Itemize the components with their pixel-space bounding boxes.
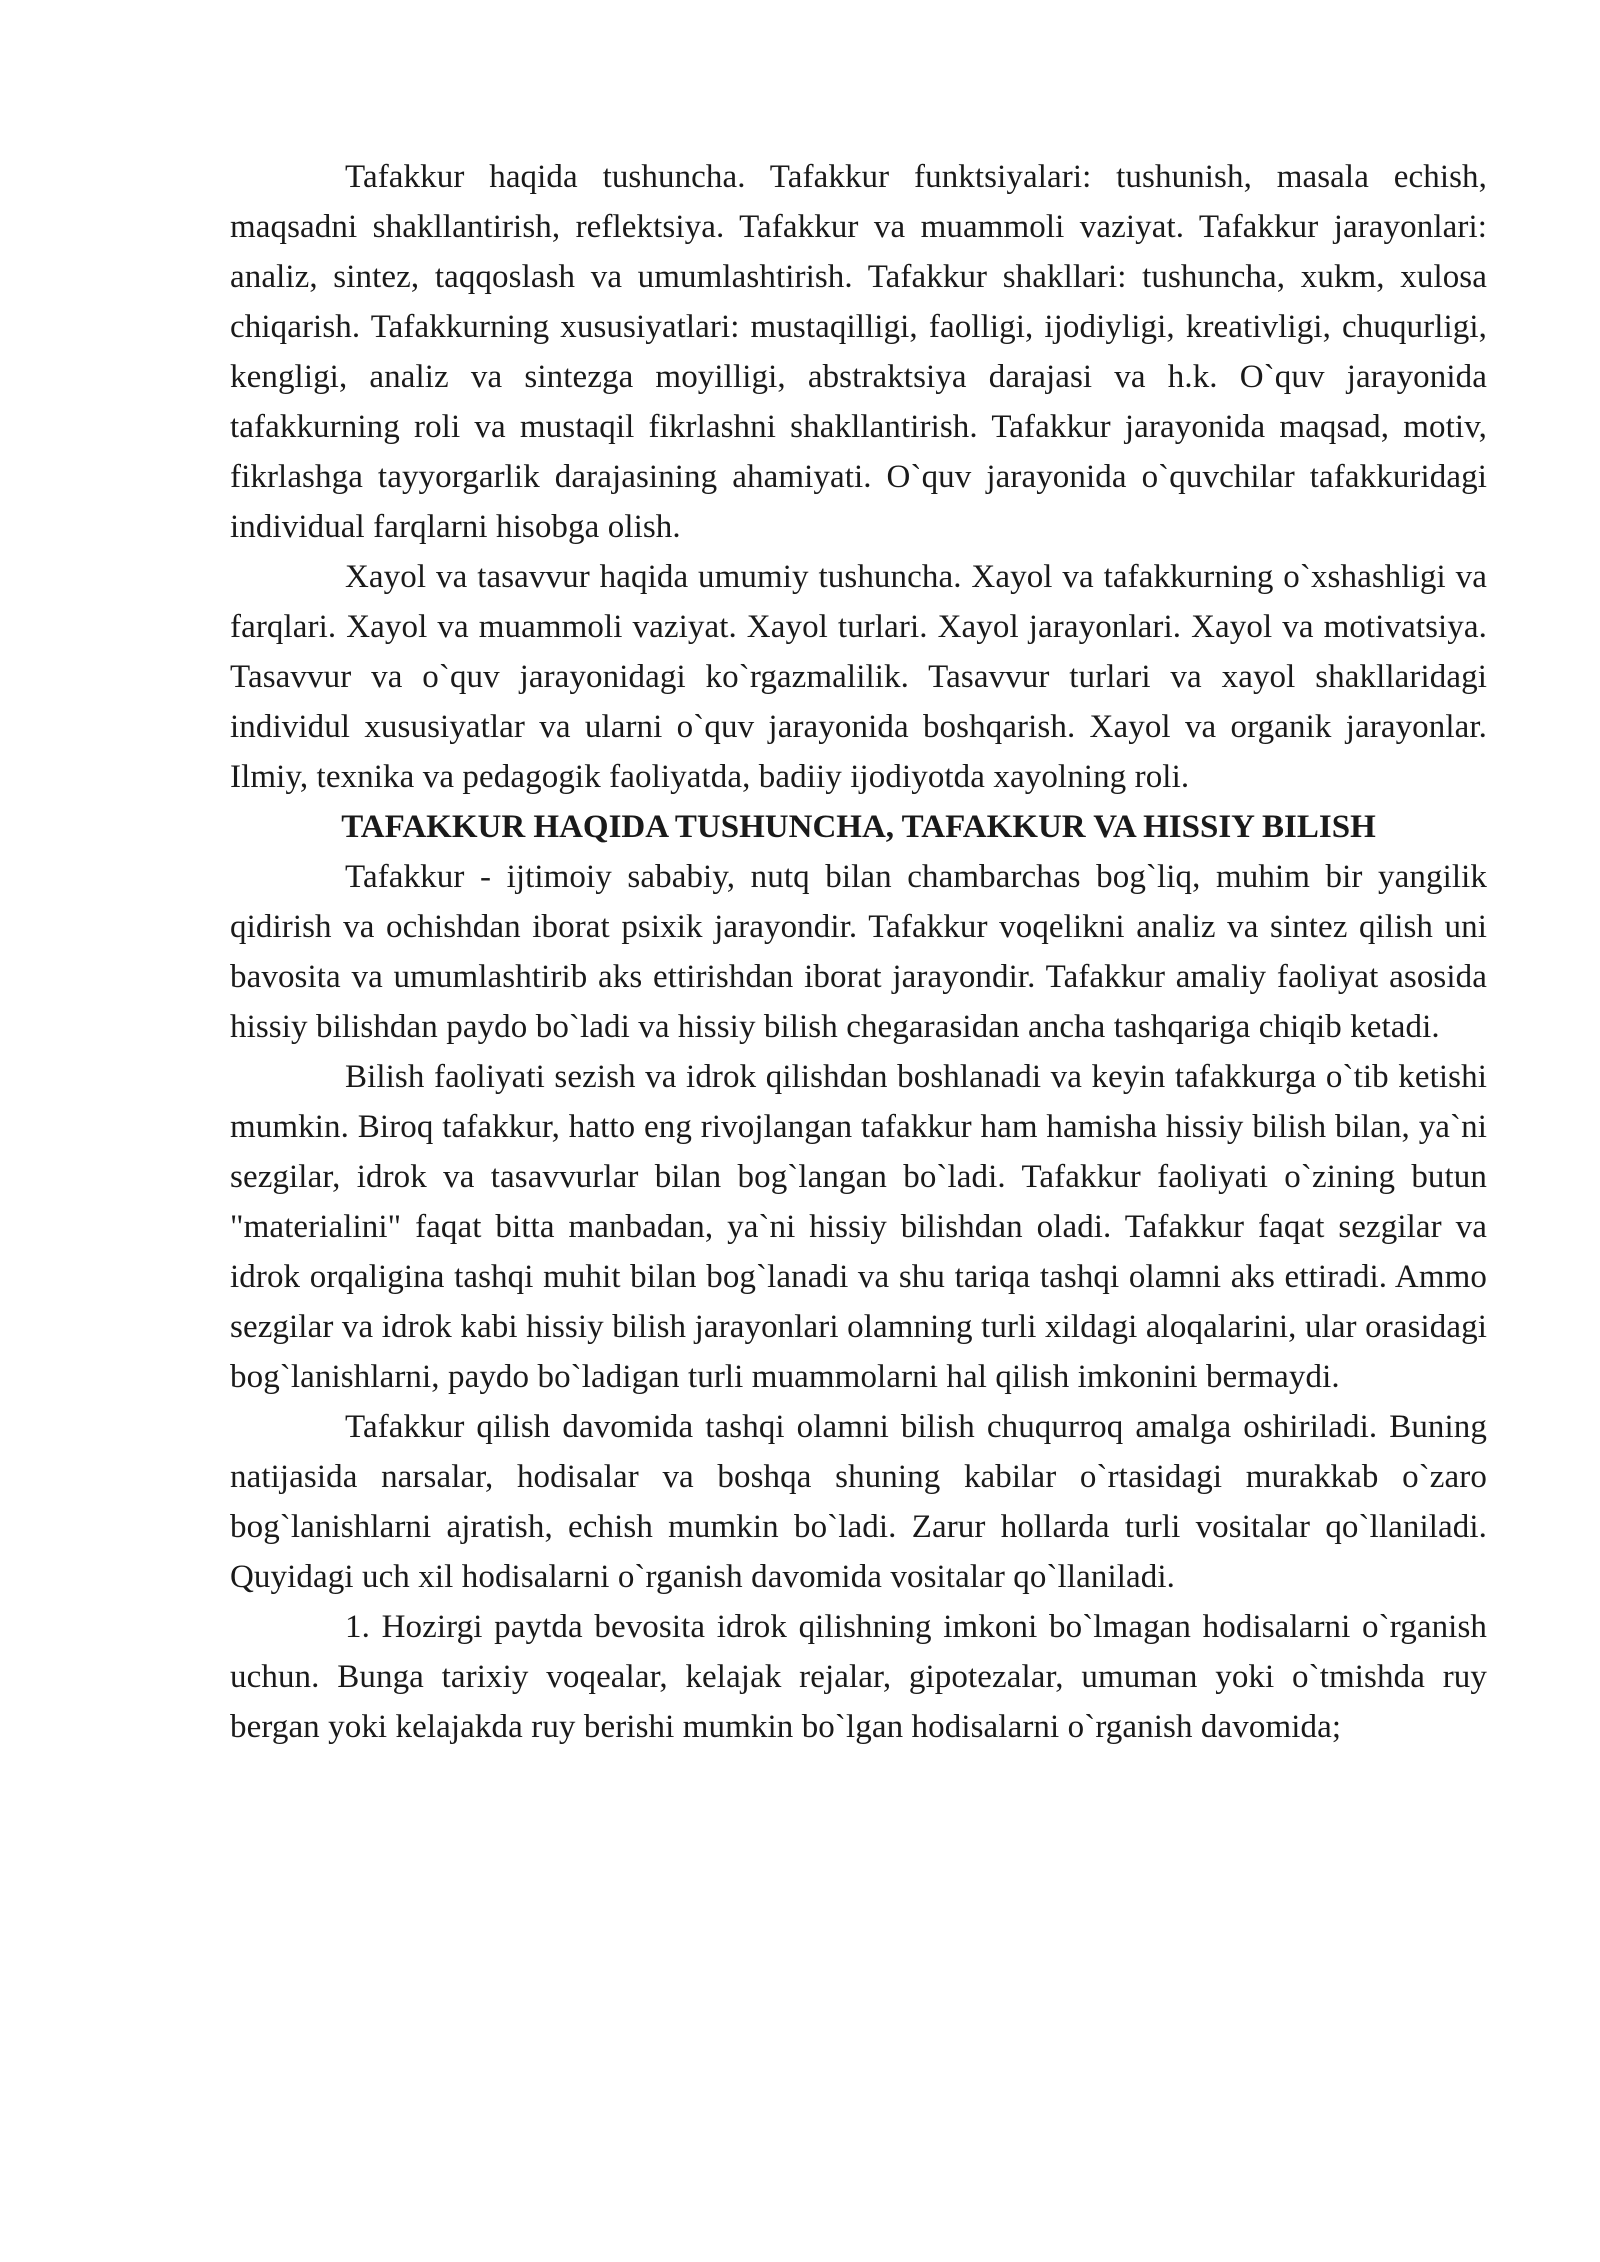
paragraph-cognition: Bilish faoliyati sezish va idrok qilishdan boshlanadi va keyin tafakkurga o`tib ketishi mumkin. Biroq tafakkur, hatto eng rivojlangan tafakkur ham hamisha hissiy bilish bilan, ya`ni sezgilar, idrok va tasavvurlar bilan bog`langan bo`ladi. Tafakkur faoliyati o`zining butun "materialini" faqat bitta manbadan, ya`ni hissiy bilishdan oladi. Tafakkur faqat sezgilar va idrok orqaligina tashqi muhit bilan bog`lanadi va shu tariqa tashqi olamni aks ettiradi. Ammo sezgilar va idrok kabi hissiy bilish jarayonlari olamning turli xildagi aloqalarini, ular orasidagi bog`lanishlarni, paydo bo`ladigan turli muammolarni hal qilish imkonini bermaydi.: [230, 1059, 1487, 1395]
paragraph-list-item-1: 1. Hozirgi paytda bevosita idrok qilishning imkoni bo`lmagan hodisalarni o`rganish uchun. Bunga tarixiy voqealar, kelajak rejalar, gipotezalar, umuman yoki o`tmishda ruy bergan yoki kelajakda ruy berishi mumkin bo`lgan hodisalarni o`rganish davomida;: [230, 1609, 1487, 1745]
document-body: [230, 152, 1487, 1752]
paragraph-intro-thinking: Tafakkur haqida tushuncha. Tafakkur funktsiyalari: tushunish, masala echish, maqsadni shakllantirish, reflektsiya. Tafakkur va muammoli vaziyat. Tafakkur jarayonlari: analiz, sintez, taqqoslash va umumlashtirish. Tafakkur shakllari: tushuncha, xukm, xulosa chiqarish. Tafakkurning xususiyatlari: mustaqilligi, faolligi, ijodiyligi, kreativligi, chuqurligi, kengligi, analiz va sintezga moyilligi, abstraktsiya darajasi va h.k. O`quv jarayonida tafakkurning roli va mustaqil fikrlashni shakllantirish. Tafakkur jarayonida maqsad, motiv, fikrlashga tayyorgarlik darajasining ahamiyati. O`quv jarayonida o`quvchilar tafakkuridagi individual farqlarni hisobga olish.: [230, 159, 1487, 545]
paragraph-thinking-process: Tafakkur qilish davomida tashqi olamni bilish chuqurroq amalga oshiriladi. Buning natijasida narsalar, hodisalar va boshqa shuning kabilar o`rtasidagi murakkab o`zaro bog`lanishlarni ajratish, echish mumkin bo`ladi. Zarur hollarda turli vositalar qo`llaniladi. Quyidagi uch xil hodisalarni o`rganish davomida vositalar qo`llaniladi.: [230, 1409, 1487, 1595]
paragraph-intro-imagination: Xayol va tasavvur haqida umumiy tushuncha. Xayol va tafakkurning o`xshashligi va farqlari. Xayol va muammoli vaziyat. Xayol turlari. Xayol jarayonlari. Xayol va motivatsiya. Tasavvur va o`quv jarayonidagi ko`rgazmalilik. Tasavvur turlari va xayol shakllaridagi individul xususiyatlar va ularni o`quv jarayonida boshqarish. Xayol va organik jarayonlar. Ilmiy, texnika va pedagogik faoliyatda, badiiy ijodiyotda xayolning roli.: [230, 559, 1487, 795]
section-heading: TAFAKKUR HAQIDA TUSHUNCHA, TAFAKKUR VA HISSIY BILISH: [341, 809, 1376, 845]
paragraph-definition: Tafakkur - ijtimoiy sababiy, nutq bilan chambarchas bog`liq, muhim bir yangilik qidirish va ochishdan iborat psixik jarayondir. Tafakkur voqelikni analiz va sintez qilish uni bavosita va umumlashtirib aks ettirishdan iborat jarayondir. Tafakkur amaliy faoliyat asosida hissiy bilishdan paydo bo`ladi va hissiy bilish chegarasidan ancha tashqariga chiqib ketadi.: [230, 859, 1487, 1045]
